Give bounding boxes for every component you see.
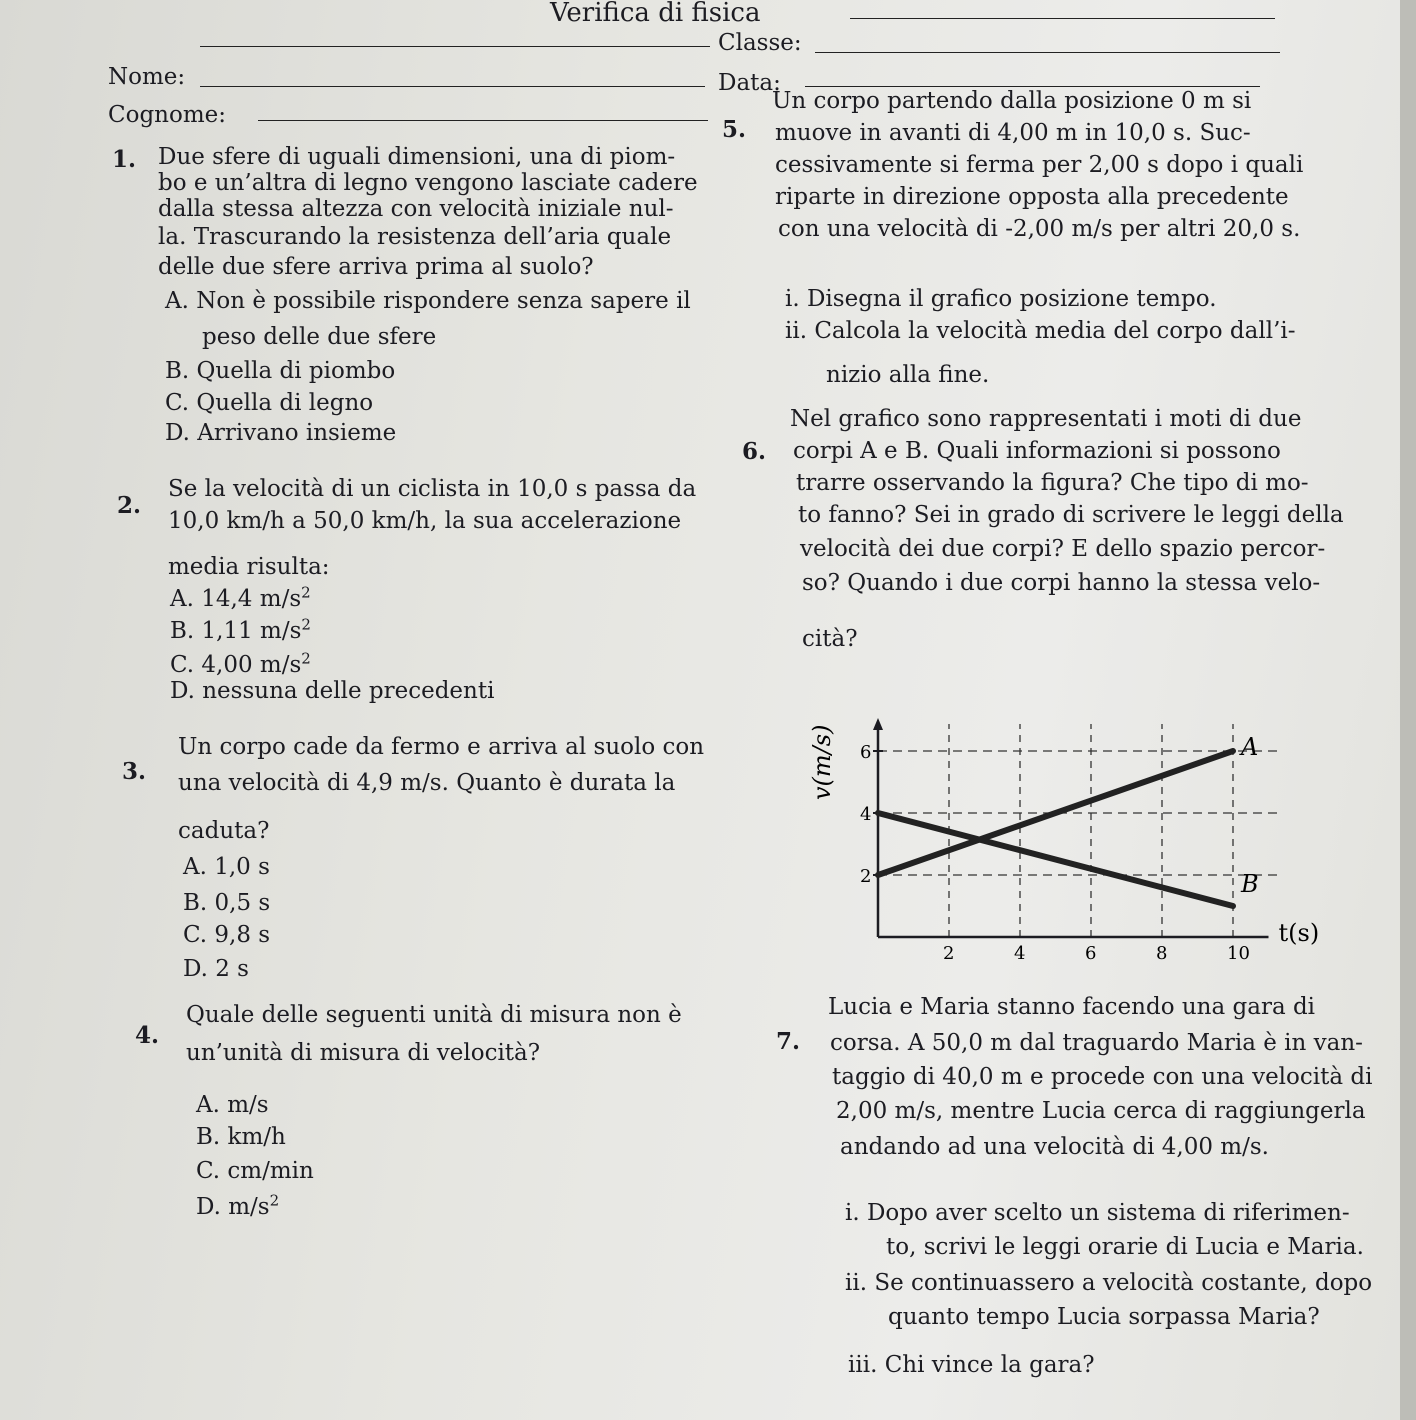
q7-sub-i: i. Dopo aver scelto un sistema di riferimen- [845, 1200, 1350, 1226]
q4-option-c-label: C. cm/min [196, 1158, 314, 1184]
q4-option-b-label: B. km/h [196, 1124, 286, 1150]
q5-sub-ii: ii. Calcola la velocità media del corpo dall’i- [785, 318, 1296, 344]
q5-sub-ii-cont: nizio alla fine. [826, 362, 990, 388]
q7-line: Lucia e Maria stanno facendo una gara di [828, 994, 1316, 1020]
q2-option-c-sup: 2 [301, 649, 311, 668]
y-tick-label: 4 [860, 804, 872, 825]
q3-option-d[interactable]: D. 2 s [183, 956, 249, 982]
q2-option-c[interactable] [170, 649, 311, 678]
x-tick-labels [943, 943, 1250, 964]
q4-number: 4. [135, 1022, 160, 1049]
q4-option-d[interactable] [196, 1191, 280, 1220]
q7-line: corsa. A 50,0 m dal traguardo Maria è in van- [830, 1030, 1363, 1056]
title-underline [850, 18, 1275, 19]
q2-line: Se la velocità di un ciclista in 10,0 s passa da [168, 476, 697, 502]
y-axis-arrow [873, 718, 883, 730]
q7-sub-ii-cont: quanto tempo Lucia sorpassa Maria? [888, 1304, 1320, 1330]
q6-line: to fanno? Sei in grado di scrivere le leggi della [798, 502, 1344, 528]
q1-line: Due sfere di uguali dimensioni, una di piom- [158, 144, 676, 170]
q2-option-a-sup: 2 [301, 583, 311, 602]
q6-line: Nel grafico sono rappresentati i moti di due [790, 406, 1302, 432]
q4-option-a-label: A. m/s [196, 1092, 269, 1118]
x-tick-label: 6 [1085, 943, 1097, 964]
q5-line: riparte in direzione opposta alla precedente [775, 184, 1289, 210]
q6-line: cità? [802, 626, 858, 652]
q5-line: Un corpo partendo dalla posizione 0 m si [772, 88, 1252, 114]
q4-option-b[interactable] [196, 1126, 286, 1149]
q1-line: bo e un’altra di legno vengono lasciate cadere [158, 170, 698, 196]
q2-option-d-label: D. nessuna delle precedenti [170, 678, 495, 704]
y-tick-labels [860, 742, 871, 887]
q1-line: la. Trascurando la resistenza dell’aria quale [158, 224, 672, 250]
data-label: Data: [718, 70, 781, 96]
y-tick-label: 2 [860, 866, 872, 887]
y-tick-label: 6 [860, 742, 872, 763]
q6-number: 6. [742, 438, 767, 465]
x-tick-label: 8 [1156, 943, 1168, 964]
x-axis-label: t(s) [1278, 919, 1320, 947]
q5-line: cessivamente si ferma per 2,00 s dopo i quali [775, 152, 1304, 178]
page-title: Verifica di fisica [550, 0, 761, 28]
nome-label: Nome: [108, 64, 186, 90]
y-axis-label: v(m/s) [808, 724, 836, 800]
q1-option-d[interactable]: D. Arrivano insieme [165, 420, 397, 446]
q7-sub-ii: ii. Se continuassero a velocità costante, dopo [845, 1270, 1373, 1296]
q4-option-c[interactable] [196, 1160, 314, 1183]
q5-line: con una velocità di -2,00 m/s per altri 20,0 s. [778, 216, 1301, 242]
q2-option-b-sup: 2 [301, 615, 311, 634]
q5-sub-i: i. Disegna il grafico posizione tempo. [785, 286, 1217, 312]
classe-field[interactable] [815, 52, 1280, 53]
q2-option-b[interactable] [170, 615, 311, 644]
q2-number: 2. [117, 492, 142, 519]
q3-option-b[interactable]: B. 0,5 s [183, 890, 271, 916]
q2-option-a[interactable] [170, 583, 311, 612]
q3-line: una velocità di 4,9 m/s. Quanto è durata la [178, 770, 676, 796]
nome-field[interactable] [200, 86, 705, 87]
x-tick-label: 2 [943, 943, 955, 964]
q3-line: Un corpo cade da fermo e arriva al suolo con [178, 734, 705, 760]
q4-option-a[interactable] [196, 1094, 269, 1117]
q6-line: so? Quando i due corpi hanno la stessa velo- [802, 570, 1321, 596]
q6-line: corpi A e B. Quali informazioni si possono [793, 438, 1281, 464]
q4-option-d-label: D. m/s [196, 1194, 270, 1220]
q6-line: trarre osservando la figura? Che tipo di mo- [796, 470, 1309, 496]
q7-line: andando ad una velocità di 4,00 m/s. [840, 1134, 1269, 1160]
q5-number: 5. [722, 116, 747, 143]
series-label-B: B [1241, 870, 1259, 898]
q2-option-b-label: B. 1,11 m/s [170, 618, 302, 644]
q2-option-c-label: C. 4,00 m/s [170, 652, 302, 678]
q7-number: 7. [776, 1028, 801, 1055]
q7-sub-i-cont: to, scrivi le leggi orarie di Lucia e Maria. [886, 1234, 1364, 1260]
q1-option-c[interactable]: C. Quella di legno [165, 390, 374, 416]
q2-option-a-label: A. 14,4 m/s [170, 586, 302, 612]
q7-sub-iii: iii. Chi vince la gara? [848, 1352, 1095, 1378]
x-tick-label: 10 [1227, 943, 1250, 964]
chart-series [878, 733, 1259, 906]
data-field[interactable] [805, 86, 1260, 87]
q5-line: muove in avanti di 4,00 m in 10,0 s. Suc- [775, 120, 1251, 146]
q7-line: taggio di 40,0 m e procede con una velocità di [832, 1064, 1373, 1090]
cognome-label: Cognome: [108, 102, 226, 128]
q4-line: un’unità di misura di velocità? [186, 1040, 541, 1066]
q1-option-a-cont: peso delle due sfere [202, 324, 437, 350]
cognome-field[interactable] [258, 120, 708, 121]
q1-number: 1. [112, 146, 137, 173]
q4-option-d-sup: 2 [269, 1191, 280, 1210]
q3-number: 3. [122, 758, 147, 785]
series-label-A: A [1241, 733, 1259, 761]
q1-line: dalla stessa altezza con velocità iniziale nul- [158, 196, 674, 222]
q1-option-a[interactable]: A. Non è possibile rispondere senza sapere il [165, 288, 691, 314]
x-tick-label: 4 [1014, 943, 1026, 964]
velocity-time-chart [800, 655, 1320, 975]
q1-line: delle due sfere arriva prima al suolo? [158, 254, 594, 280]
q2-line: media risulta: [168, 554, 330, 580]
q4-line: Quale delle seguenti unità di misura non è [186, 1002, 682, 1028]
q3-option-c[interactable]: C. 9,8 s [183, 922, 271, 948]
header-rule [200, 46, 710, 47]
q7-line: 2,00 m/s, mentre Lucia cerca di raggiungerla [836, 1098, 1366, 1124]
q1-option-b[interactable]: B. Quella di piombo [165, 358, 396, 384]
q3-line: caduta? [178, 818, 270, 844]
q3-option-a[interactable]: A. 1,0 s [183, 854, 270, 880]
page-edge [1400, 0, 1416, 1420]
classe-label: Classe: [718, 30, 802, 56]
q2-line: 10,0 km/h a 50,0 km/h, la sua accelerazione [168, 508, 682, 534]
q6-line: velocità dei due corpi? E dello spazio percor- [800, 536, 1326, 562]
q2-option-d[interactable] [170, 680, 494, 703]
